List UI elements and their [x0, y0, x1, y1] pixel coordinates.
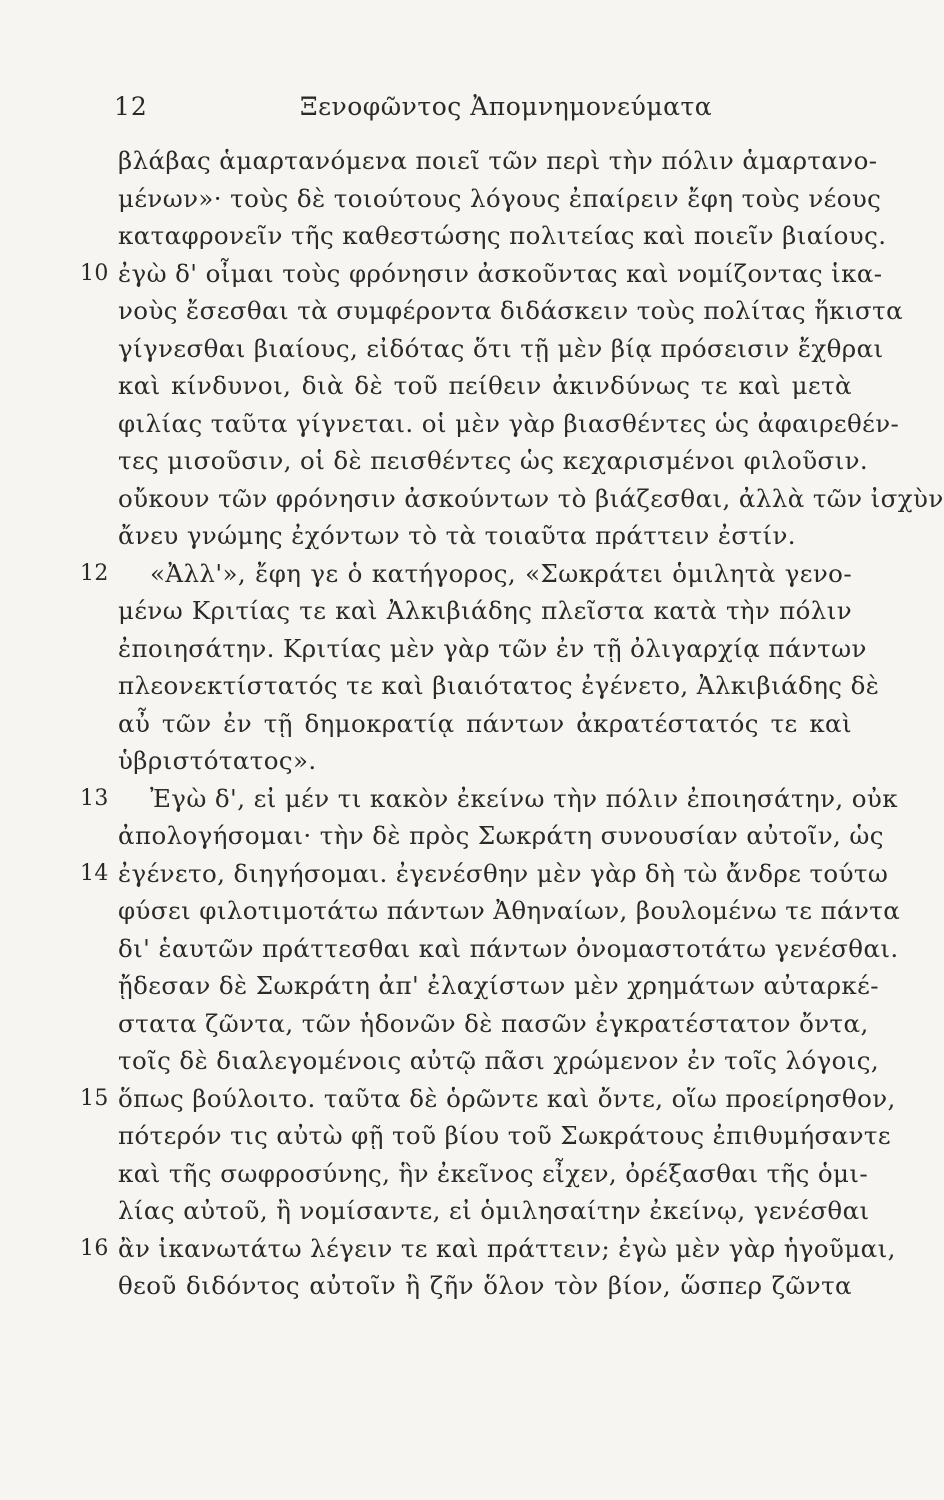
text-line: [0, 892, 902, 930]
text-line: [0, 405, 902, 443]
line-text: βλάβας ἁμαρτανόμενα ποιεῖ τῶν περὶ τὴν πόλιν ἁμαρτανο-: [118, 146, 878, 175]
line-text: καὶ κίνδυνοι, διὰ δὲ τοῦ πείθειν ἀκινδύνως τε καὶ μετὰ: [118, 371, 852, 400]
line-text: τοῖς δὲ διαλεγομένοις αὐτῷ πᾶσι χρώμενον ἐν τοῖς λόγοις,: [118, 1046, 880, 1075]
text-line: [0, 217, 902, 255]
line-text: ᾔδεσαν δὲ Σωκράτη ἀπ' ἐλαχίστων μὲν χρημάτων αὐταρκέ-: [118, 971, 879, 1000]
text-line: [0, 180, 902, 218]
text-line: [0, 1005, 902, 1043]
text-line: [0, 517, 902, 555]
section-number: 16: [80, 1235, 109, 1261]
text-line: [0, 930, 902, 968]
line-text: νοὺς ἔσεσθαι τὰ συμφέροντα διδάσκειν τοὺς πολίτας ἥκιστα: [118, 296, 904, 325]
line-text: καὶ τῆς σωφροσύνης, ἣν ἐκεῖνος εἶχεν, ὀρέξασθαι τῆς ὁμι-: [118, 1158, 869, 1188]
line-text: δι' ἑαυτῶν πράττεσθαι καὶ πάντων ὀνομαστοτάτω γενέσθαι.: [118, 933, 899, 963]
text-line: [0, 1230, 902, 1268]
line-text: στατα ζῶντα, τῶν ἡδονῶν δὲ πασῶν ἐγκρατέστατον ὄντα,: [118, 1008, 869, 1038]
section-number: 15: [80, 1085, 109, 1111]
text-line: [0, 630, 902, 668]
line-text: τες μισοῦσιν, οἱ δὲ πεισθέντες ὡς κεχαρισμένοι φιλοῦσιν.: [118, 446, 869, 475]
line-text: ἀπολογήσομαι· τὴν δὲ πρὸς Σωκράτη συνουσίαν αὐτοῖν, ὡς: [118, 821, 884, 850]
line-text: ἐγένετο, διηγήσομαι. ἐγενέσθην μὲν γὰρ δὴ τὼ ἄνδρε τούτω: [118, 858, 889, 888]
text-line: [0, 1042, 902, 1080]
section-number: 12: [80, 560, 109, 586]
line-text: μένω Κριτίας τε καὶ Ἀλκιβιάδης πλεῖστα κατὰ τὴν πόλιν: [118, 596, 852, 625]
line-text: πλεονεκτίστατός τε καὶ βιαιότατος ἐγένετο, Ἀλκιβιάδης δὲ: [118, 671, 880, 700]
text-line: [0, 780, 902, 818]
line-text: γίγνεσθαι βιαίους, εἰδότας ὅτι τῇ μὲν βίᾳ πρόσεισιν ἔχθραι: [118, 333, 884, 363]
line-text: ἂν ἱκανωτάτω λέγειν τε καὶ πράττειν; ἐγὼ μὲν γὰρ ἡγοῦμαι,: [118, 1233, 896, 1263]
line-text: οὔκουν τῶν φρόνησιν ἀσκούντων τὸ βιάζεσθαι, ἀλλὰ τῶν ἰσχὺν: [118, 483, 944, 513]
text-line: [0, 555, 902, 593]
page-number: 12: [114, 92, 148, 121]
running-title: Ξενοφῶντος Ἀπομνημονεύματα: [300, 92, 713, 121]
line-text: ὅπως βούλοιτο. ταῦτα δὲ ὁρῶντε καὶ ὄντε, οἵω προείρησθον,: [118, 1083, 896, 1113]
line-text: καταφρονεῖν τῆς καθεστώσης πολιτείας καὶ ποιεῖν βιαίους.: [118, 221, 887, 250]
line-text: ἄνευ γνώμης ἐχόντων τὸ τὰ τοιαῦτα πράττειν ἐστίν.: [118, 521, 796, 550]
line-text: ἐγὼ δ' οἶμαι τοὺς φρόνησιν ἀσκοῦντας καὶ νομίζοντας ἱκα-: [118, 258, 883, 288]
text-line: [0, 817, 902, 855]
text-line: [0, 667, 902, 705]
text-line: [0, 855, 902, 893]
line-text: ἐποιησάτην. Κριτίας μὲν γὰρ τῶν ἐν τῇ ὀλιγαρχίᾳ πάντων: [118, 633, 867, 663]
line-text: Ἐγὼ δ', εἰ μέν τι κακὸν ἐκείνω τὴν πόλιν ἐποιησάτην, οὐκ: [150, 783, 898, 813]
text-line: [0, 255, 902, 293]
text-line: [0, 742, 902, 780]
line-text: λίας αὐτοῦ, ἢ νομίσαντε, εἰ ὁμιλησαίτην ἐκείνῳ, γενέσθαι: [118, 1196, 870, 1225]
line-text: μένων»· τοὺς δὲ τοιούτους λόγους ἐπαίρειν ἔφη τοὺς νέους: [118, 183, 882, 213]
text-line: [0, 330, 902, 368]
text-line: [0, 480, 944, 518]
section-number: 10: [80, 260, 109, 286]
line-text: πότερόν τις αὐτὼ φῇ τοῦ βίου τοῦ Σωκράτους ἐπιθυμήσαντε: [118, 1121, 891, 1150]
text-line: [0, 1080, 902, 1118]
page-header: [0, 92, 902, 132]
text-line: [0, 142, 902, 180]
line-text: ὑβριστότατος».: [118, 746, 317, 775]
text-line: [0, 1117, 902, 1155]
text-line: [0, 442, 902, 480]
text-line: [0, 592, 902, 630]
text-line: [0, 1192, 902, 1230]
text-line: [0, 705, 902, 743]
line-text: «Ἀλλ'», ἔφη γε ὁ κατήγορος, «Σωκράτει ὁμιλητὰ γενο-: [150, 558, 852, 588]
text-line: [0, 292, 902, 330]
section-number: 14: [80, 860, 109, 886]
text-line: [0, 1155, 902, 1193]
text-line: [0, 367, 902, 405]
text-line: [0, 1267, 902, 1305]
line-text: φιλίας ταῦτα γίγνεται. οἱ μὲν γὰρ βιασθέντες ὡς ἀφαιρεθέν-: [118, 408, 900, 438]
body-text: [0, 142, 944, 1305]
section-number: 13: [80, 785, 109, 811]
line-text: φύσει φιλοτιμοτάτω πάντων Ἀθηναίων, βουλομένω τε πάντα: [118, 896, 901, 925]
text-line: [0, 967, 902, 1005]
line-text: θεοῦ διδόντος αὐτοῖν ἢ ζῆν ὅλον τὸν βίον, ὥσπερ ζῶντα: [118, 1271, 852, 1300]
line-text: αὖ τῶν ἐν τῇ δημοκρατίᾳ πάντων ἀκρατέστατός τε καὶ: [118, 708, 852, 738]
